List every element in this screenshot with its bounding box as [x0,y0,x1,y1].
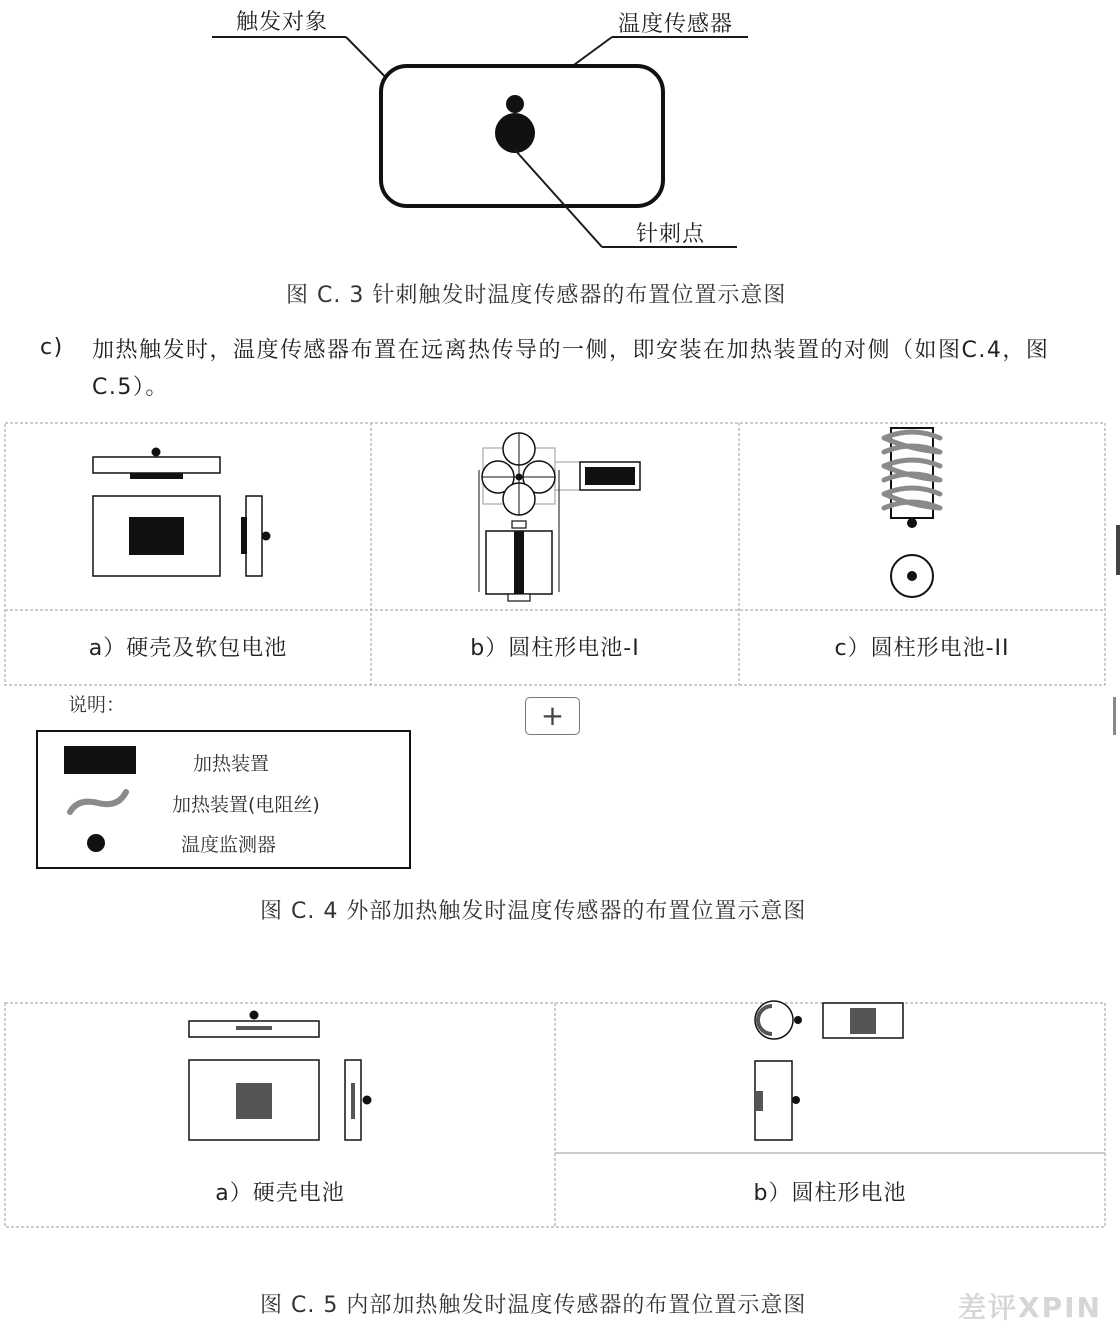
label-trigger-object: 触发对象 [236,10,329,35]
c5-diagram-hard-shell [189,1011,372,1141]
legend-title: 说明： [68,694,126,716]
c5-diagram-cylindrical [755,1001,903,1140]
figure-c5-caption: 图 C. 5 内部加热触发时温度传感器的布置位置示意图 [260,1293,807,1318]
watermark: 差评XPIN [958,1291,1102,1324]
c5-cell-label-a: a）硬壳电池 [215,1181,345,1206]
paragraph-line-1: 加热触发时，温度传感器布置在远离热传导的一侧，即安装在加热装置的对侧（如图C.4，图 [92,338,1050,363]
c5-cell-label-b: b）圆柱形电池 [753,1181,907,1206]
legend-heater-label: 加热装置 [193,753,270,775]
figure-c4-caption: 图 C. 4 外部加热触发时温度传感器的布置位置示意图 [260,899,807,924]
c4-cell-label-a: a）硬壳及软包电池 [88,636,288,661]
c4-cell-label-c: c）圆柱形电池-ⅠⅠ [834,636,1010,661]
legend-monitor-label: 温度监测器 [181,834,277,856]
c4-cell-label-b: b）圆柱形电池-Ⅰ [470,636,640,661]
add-block-button[interactable]: + [525,697,580,735]
figure-c3-caption: 图 C. 3 针刺触发时温度传感器的布置位置示意图 [286,283,787,308]
paragraph-line-2: C.5）。 [92,375,169,400]
paragraph-marker: c) [40,335,64,360]
label-temp-sensor: 温度传感器 [618,12,734,37]
legend-wire-label: 加热装置(电阻丝) [172,794,320,816]
label-needle-point: 针刺点 [636,222,706,247]
